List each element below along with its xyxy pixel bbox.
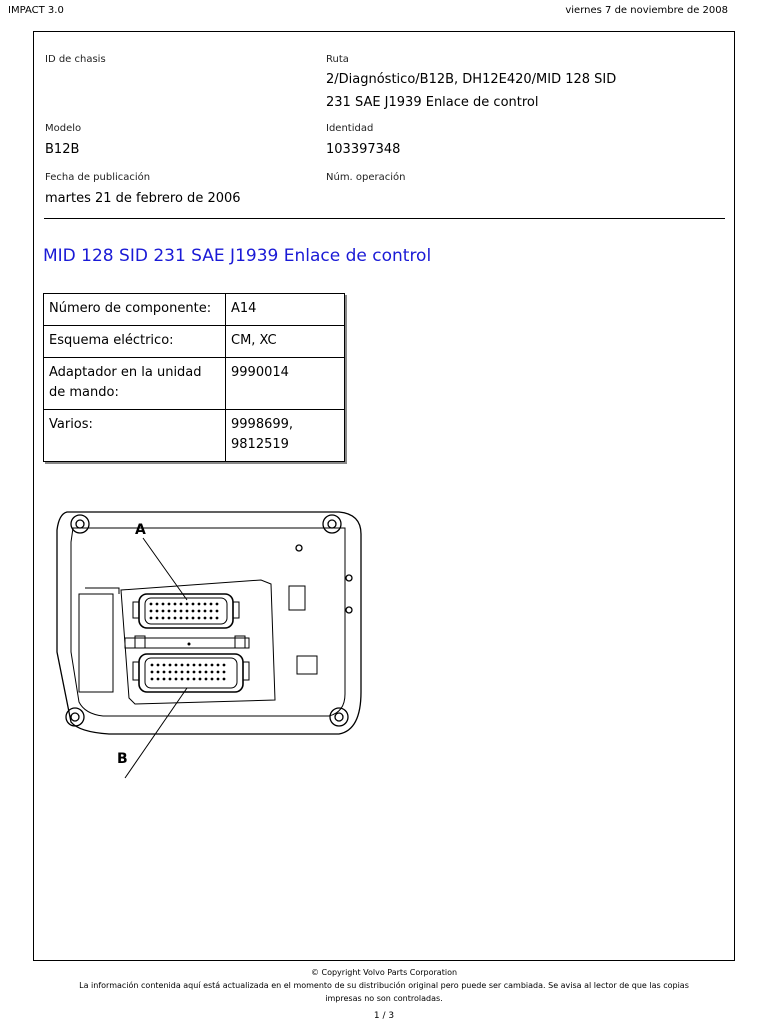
table-row [44, 410, 345, 462]
mount-hole [71, 515, 89, 533]
side-box [297, 656, 317, 674]
page-number: 1 / 3 [373, 1011, 395, 1021]
table-value-line: 9998699, [231, 417, 294, 432]
connector-b [139, 654, 243, 692]
table-key: Número de componente: [44, 294, 226, 326]
label-a: A [135, 522, 146, 538]
connector-plate [121, 580, 275, 704]
component-table [43, 293, 345, 462]
ruta-value-line2: 231 SAE J1939 Enlace de control [326, 95, 539, 110]
disclaimer-line2: impresas no son controladas. [325, 994, 443, 1003]
connector-a-pins [150, 603, 219, 620]
table-key-line: de mando: [49, 385, 119, 400]
leader-a [143, 538, 187, 600]
modelo-label: Modelo [45, 123, 82, 134]
modelo-value: B12B [45, 142, 80, 157]
table-value: 9990014 [226, 358, 345, 410]
leader-b [125, 688, 187, 778]
label-b: B [117, 751, 128, 767]
disclaimer-line1: La información contenida aquí está actualizada en el momento de su distribución original pero puede ser cambiada. Se avisa al lector de que las copias [79, 981, 689, 990]
table-key: Varios: [44, 410, 226, 462]
table-key [44, 358, 226, 410]
ruta-label: Ruta [326, 54, 349, 65]
table-row [44, 326, 345, 358]
housing-outline [57, 512, 361, 734]
side-block [79, 594, 113, 692]
connector-b-pins [151, 664, 226, 681]
fecha-value: martes 21 de febrero de 2006 [45, 191, 241, 206]
table-value: CM, XC [226, 326, 345, 358]
table-value-line: 9812519 [231, 437, 289, 452]
mount-hole [66, 708, 84, 726]
table-key: Esquema eléctrico: [44, 326, 226, 358]
identidad-label: Identidad [326, 123, 374, 134]
print-date: viernes 7 de noviembre de 2008 [565, 5, 728, 16]
chasis-label: ID de chasis [45, 54, 106, 65]
identidad-value: 103397348 [326, 142, 401, 157]
ruta-value-line1: 2/Diagnóstico/B12B, DH12E420/MID 128 SID [326, 72, 617, 87]
operacion-label: Núm. operación [326, 172, 406, 183]
control-unit-diagram [39, 482, 379, 782]
table-row [44, 358, 345, 410]
side-box [289, 586, 305, 610]
table-key-line: Adaptador en la unidad [49, 365, 202, 380]
document-title: MID 128 SID 231 SAE J1939 Enlace de control [43, 246, 432, 266]
table-value [226, 410, 345, 462]
table-row [44, 294, 345, 326]
copyright: © Copyright Volvo Parts Corporation [310, 968, 458, 977]
document-page [33, 31, 735, 961]
divider [44, 218, 725, 219]
app-title: IMPACT 3.0 [8, 5, 64, 16]
mount-hole [323, 515, 341, 533]
fecha-label: Fecha de publicación [45, 172, 151, 183]
middle-bracket [125, 638, 249, 648]
table-value: A14 [226, 294, 345, 326]
